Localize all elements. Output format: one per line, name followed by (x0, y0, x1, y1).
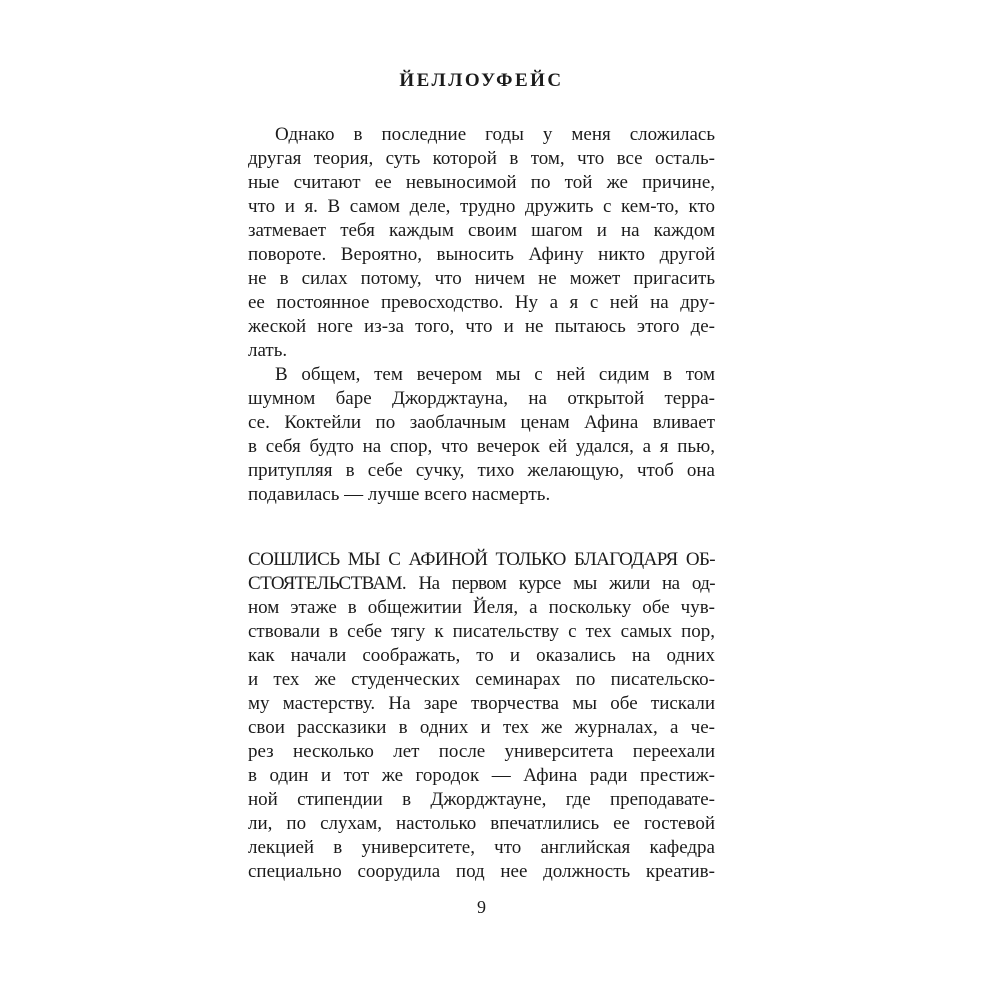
text-line: и тех же студенческих семинарах по писательско- (248, 669, 715, 690)
text-line: му мастерству. На заре творчества мы обе тискали (248, 693, 715, 714)
text-line: СОШЛИСЬ МЫ С АФИНОЙ ТОЛЬКО БЛАГОДАРЯ ОБ- (248, 549, 715, 570)
text-line: специально соорудила под нее должность креатив- (248, 861, 715, 882)
text-line: подавилась — лучше всего насмерть. (248, 484, 551, 505)
text-line: в себя будто на спор, что вечерок ей удался, а я пью, (248, 436, 715, 457)
text-line: ные считают ее невыносимой по той же причине, (248, 172, 715, 193)
text-line: как начали соображать, то и оказались на одних (248, 645, 715, 666)
paragraph (248, 363, 715, 507)
page-number: 9 (477, 897, 486, 917)
text-column (248, 0, 715, 884)
text-line: ли, по слухам, настолько впечатлились ее гостевой (248, 813, 715, 834)
text-line: Однако в последние годы у меня сложилась (275, 124, 715, 145)
running-head: ЙЕЛЛОУФЕЙС (399, 70, 564, 91)
text-line: лать. (248, 340, 288, 361)
text-line: СТОЯТЕЛЬСТВАМ. На первом курсе мы жили на од- (248, 573, 715, 594)
text-line: ее постоянное превосходство. Ну а я с ней на дру- (248, 292, 715, 313)
text-line: ствовали в себе тягу к писательству с тех самых пор, (248, 621, 715, 642)
text-line: ной стипендии в Джорджтауне, где преподавате- (248, 789, 715, 810)
text-line: лекцией в университете, что английская кафедра (248, 837, 715, 858)
paragraph-section-start (248, 548, 715, 884)
text-line: что и я. В самом деле, трудно дружить с кем-то, кто (248, 196, 715, 217)
text-line: свои рассказики в одних и тех же журналах, а че- (248, 717, 715, 738)
text-line: другая теория, суть которой в том, что все осталь- (248, 148, 715, 169)
text-line: шумном баре Джорджтауна, на открытой терра- (248, 388, 715, 409)
text-line: не в силах потому, что ничем не может пригасить (248, 268, 715, 289)
text-line: жеской ноге из-за того, что и не пытаюсь этого де- (248, 316, 715, 337)
text-line: притупляя в себе сучку, тихо желающую, чтоб она (248, 460, 715, 481)
text-line: затмевает тебя каждым своим шагом и на каждом (248, 220, 715, 241)
text-line: В общем, тем вечером мы с ней сидим в том (275, 364, 715, 385)
text-line: рез несколько лет после университета переехали (248, 741, 715, 762)
text-line: в один и тот же городок — Афина ради престиж- (248, 765, 715, 786)
text-line: се. Коктейли по заоблачным ценам Афина вливает (248, 412, 715, 433)
text-line: повороте. Вероятно, выносить Афину никто другой (248, 244, 715, 265)
paragraph (248, 123, 715, 363)
text-line: ном этаже в общежитии Йеля, а поскольку обе чув- (248, 597, 715, 618)
